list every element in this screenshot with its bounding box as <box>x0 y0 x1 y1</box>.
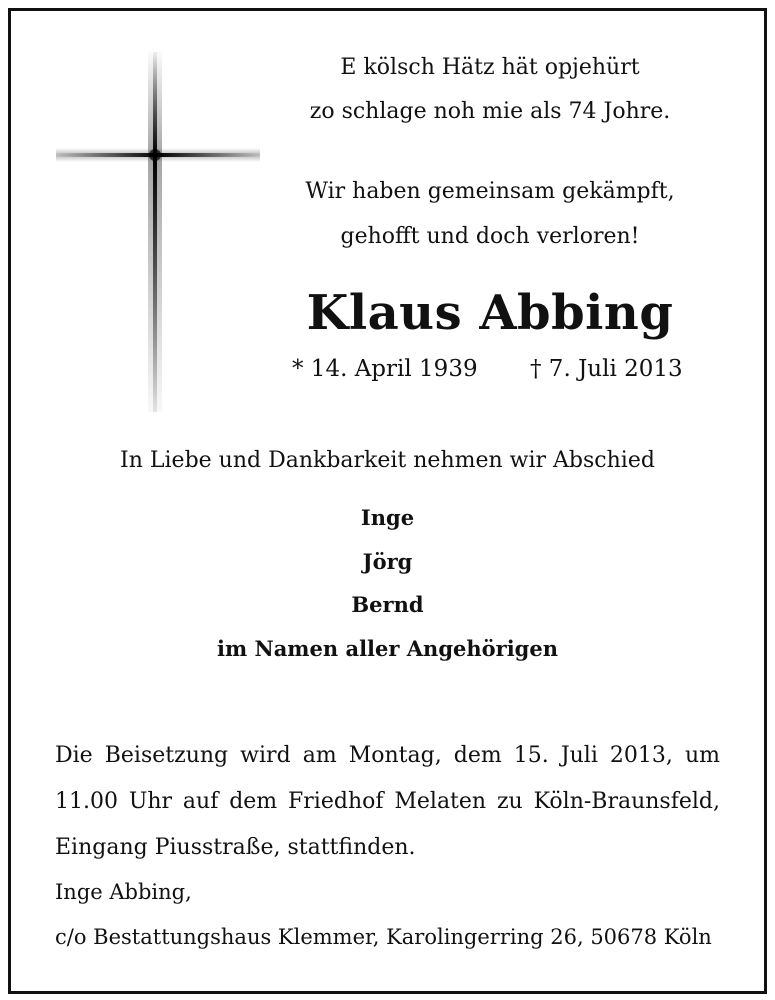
funeral-announcement <box>55 733 720 871</box>
birth-date: * 14. April 1939 <box>292 356 478 382</box>
farewell-line: In Liebe und Dankbarkeit nehmen wir Abschied <box>120 448 655 473</box>
deceased-name: Klaus Abbing <box>306 285 674 341</box>
mourner-name: Jörg <box>362 549 413 574</box>
funeral-line: 11.00 Uhr auf dem Friedhof Melaten zu Köln-Braunsfeld, <box>55 789 720 814</box>
mourner-name: Inge <box>360 505 415 530</box>
cross-icon <box>50 50 265 415</box>
verse-line: gehofft und doch verloren! <box>340 224 640 249</box>
mourners-all-relatives: im Namen aller Angehörigen <box>216 636 558 661</box>
funeral-line: Eingang Piusstraße, stattfinden. <box>55 835 416 860</box>
sender-address: c/o Bestattungshaus Klemmer, Karolingerring 26, 50678 Köln <box>55 925 712 949</box>
verse-line: zo schlage noh mie als 74 Johre. <box>309 99 671 124</box>
verse-line: E kölsch Hätz hät opjehürt <box>340 55 640 80</box>
funeral-line: Die Beisetzung wird am Montag, dem 15. Juli 2013, um <box>55 743 720 768</box>
sender-name: Inge Abbing, <box>55 880 192 904</box>
mourner-name: Bernd <box>351 592 424 617</box>
death-date: † 7. Juli 2013 <box>530 356 683 382</box>
verse-line: Wir haben gemeinsam gekämpft, <box>305 179 675 204</box>
